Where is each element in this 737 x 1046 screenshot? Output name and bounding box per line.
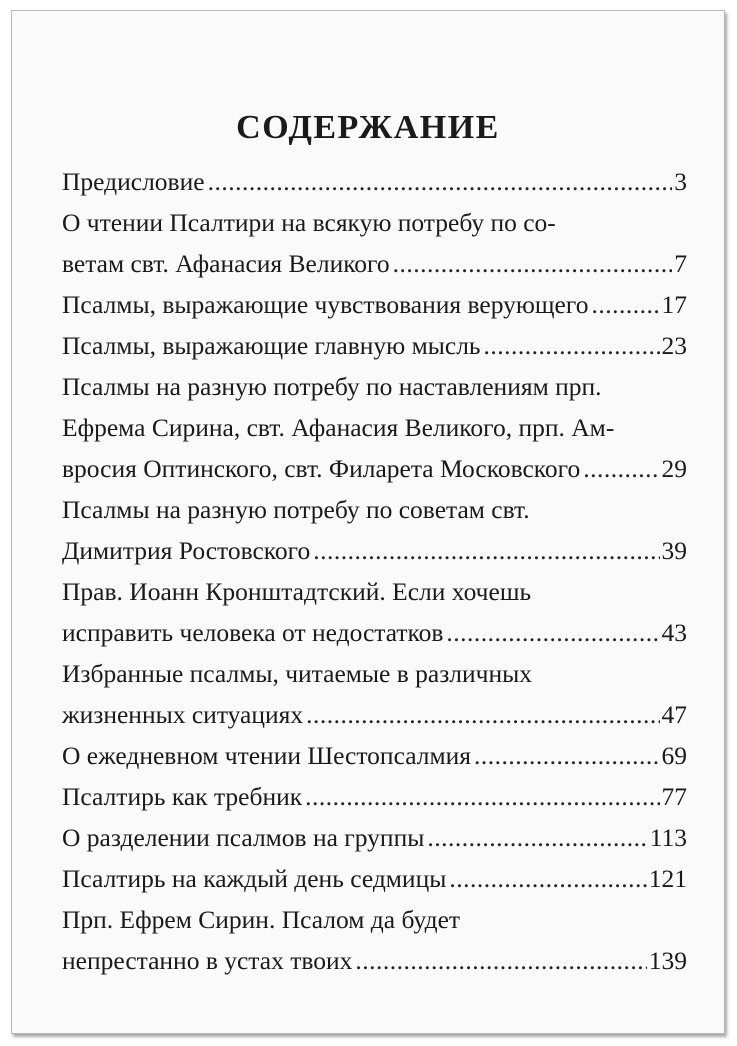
toc-entry-title: исправить человека от недостатков bbox=[62, 618, 444, 647]
toc-entry bbox=[62, 489, 687, 571]
toc-entry bbox=[62, 653, 687, 735]
toc-entry bbox=[62, 161, 687, 202]
toc-entry-title: Ефрема Сирина, свт. Афанасия Великого, прп. Ам- bbox=[62, 413, 615, 442]
toc-entry bbox=[62, 858, 687, 899]
toc-page-number: 113 bbox=[649, 823, 687, 852]
toc-page-number: 29 bbox=[661, 454, 687, 483]
dot-leader bbox=[583, 448, 659, 489]
toc-entry-title: Предисловие bbox=[62, 167, 205, 196]
toc-line bbox=[62, 243, 687, 284]
page-title: СОДЕРЖАНИЕ bbox=[236, 109, 500, 146]
toc-entry-title: жизненных ситуациях bbox=[62, 700, 304, 729]
dot-leader bbox=[427, 817, 647, 858]
toc-line bbox=[62, 776, 687, 817]
toc-entry-title: Псалмы на разную потребу по наставлениям прп. bbox=[62, 372, 602, 401]
toc-entry-title: Прав. Иоанн Кронштадтский. Если хочешь bbox=[62, 577, 532, 606]
toc-entry bbox=[62, 899, 687, 981]
toc-entry bbox=[62, 284, 687, 325]
dot-leader bbox=[591, 284, 659, 325]
dot-leader bbox=[208, 161, 673, 202]
toc-line bbox=[62, 817, 687, 858]
toc-entry-title: Псалмы на разную потребу по советам свт. bbox=[62, 495, 530, 524]
toc-entry bbox=[62, 776, 687, 817]
toc-entry-title: О разделении псалмов на группы bbox=[62, 823, 425, 852]
toc-line bbox=[62, 407, 687, 448]
toc-page-number: 121 bbox=[648, 864, 687, 893]
toc-entry-title: ветам свт. Афанасия Великого bbox=[62, 249, 390, 278]
toc-entry bbox=[62, 571, 687, 653]
toc-line bbox=[62, 448, 687, 489]
toc-entry-title: Прп. Ефрем Сирин. Псалом да будет bbox=[62, 905, 461, 934]
dot-leader bbox=[313, 530, 659, 571]
toc-line bbox=[62, 612, 687, 653]
toc-page-number: 69 bbox=[661, 741, 687, 770]
toc-page-number: 47 bbox=[661, 700, 687, 729]
toc-entry bbox=[62, 366, 687, 489]
toc-page-number: 23 bbox=[661, 331, 687, 360]
toc-entry-title: Псалтирь как требник bbox=[62, 782, 303, 811]
toc-entry-title: Псалмы, выражающие главную мысль bbox=[62, 331, 481, 360]
toc-entry-title: вросия Оптинского, свт. Филарета Московского bbox=[62, 454, 581, 483]
toc-page-number: 39 bbox=[661, 536, 687, 565]
toc-line bbox=[62, 325, 687, 366]
toc-line bbox=[62, 202, 687, 243]
toc-line bbox=[62, 571, 687, 612]
toc-line bbox=[62, 489, 687, 530]
toc-entry bbox=[62, 202, 687, 284]
dot-leader bbox=[474, 735, 660, 776]
toc-line bbox=[62, 694, 687, 735]
toc-line bbox=[62, 284, 687, 325]
toc-line bbox=[62, 366, 687, 407]
toc-line bbox=[62, 530, 687, 571]
toc-page-number: 17 bbox=[661, 290, 687, 319]
toc-entry-title: Избранные псалмы, читаемые в различных bbox=[62, 659, 533, 688]
dot-leader bbox=[355, 940, 646, 981]
toc-page-number: 77 bbox=[661, 782, 687, 811]
dot-leader bbox=[446, 612, 659, 653]
toc-page-number: 139 bbox=[648, 946, 687, 975]
toc-line bbox=[62, 161, 687, 202]
toc-entry-title: О чтении Псалтири на всякую потребу по со- bbox=[62, 208, 556, 237]
toc-line bbox=[62, 735, 687, 776]
table-of-contents bbox=[62, 161, 687, 981]
toc-line bbox=[62, 653, 687, 694]
toc-entry-title: Димитрия Ростовского bbox=[62, 536, 311, 565]
toc-entry bbox=[62, 817, 687, 858]
toc-line bbox=[62, 858, 687, 899]
toc-entry-title: Псалтирь на каждый день седмицы bbox=[62, 864, 447, 893]
toc-entry-title: непрестанно в устах твоих bbox=[62, 946, 353, 975]
toc-line bbox=[62, 940, 687, 981]
toc-entry-title: Псалмы, выражающие чувствования верующего bbox=[62, 290, 589, 319]
dot-leader bbox=[393, 243, 673, 284]
toc-line bbox=[62, 899, 687, 940]
toc-entry bbox=[62, 325, 687, 366]
dot-leader bbox=[306, 694, 659, 735]
dot-leader bbox=[484, 325, 660, 366]
toc-page-number: 3 bbox=[674, 167, 687, 196]
toc-page-number: 7 bbox=[674, 249, 687, 278]
dot-leader bbox=[305, 776, 659, 817]
toc-entry-title: О ежедневном чтении Шестопсалмия bbox=[62, 741, 471, 770]
toc-page-number: 43 bbox=[661, 618, 687, 647]
toc-entry bbox=[62, 735, 687, 776]
dot-leader bbox=[449, 858, 646, 899]
book-page bbox=[11, 10, 725, 1034]
